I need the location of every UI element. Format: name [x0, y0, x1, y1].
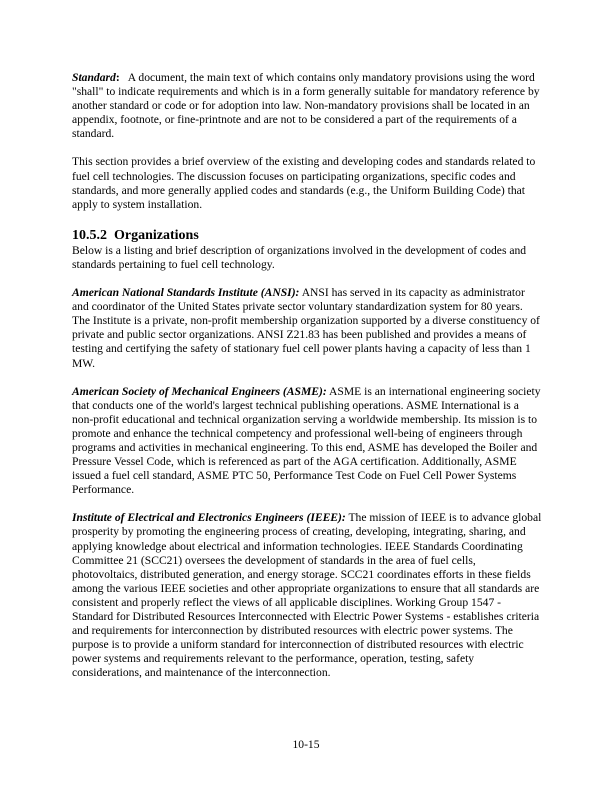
- section-intro: Below is a listing and brief description of organizations involved in the development of codes and standards pertaining to fuel cell technology.: [72, 243, 527, 271]
- org-name: American Society of Mechanical Engineers (ASME):: [72, 384, 327, 398]
- org-paragraph-ieee: [72, 511, 542, 680]
- definition-text: A document, the main text of which contains only mandatory provisions using the word "shall" to indicate requirements and which is in a form generally suitable for mandatory reference by another standard or code or for adoption into law. Non-mandatory provisions shall be located in an appendix, footnote, or fine-printnote and are not to be considered a part of the requirements of a standard.: [72, 71, 540, 141]
- org-text: ANSI has served in its capacity as administrator and coordinator of the United States private sector voluntary standardization system for 80 years. The Institute is a private, non-profit membership organization supported by a diverse constituency of private and public sector organizations. ANSI Z21.83 has been published and provides a means of testing and certifying the safety of stationary fuel cell power plants having a capacity of less than 1 MW.: [72, 286, 540, 370]
- page-number: 10-15: [292, 738, 320, 751]
- org-name: Institute of Electrical and Electronics Engineers (IEEE):: [72, 511, 346, 525]
- org-paragraph-asme: [72, 385, 542, 498]
- intro-paragraph: This section provides a brief overview of the existing and developing codes and standards related to fuel cell technologies. The discussion focuses on participating organizations, specific codes and standards, and more generally applied codes and standards (e.g., the Uniform Building Code) that apply to system installation.: [72, 155, 536, 211]
- document-page: [72, 71, 542, 694]
- standard-definition-paragraph: [72, 71, 542, 141]
- org-text: The mission of IEEE is to advance global prosperity by promoting the engineering process of creating, developing, integrating, sharing, and applying knowledge about electrical and information technologies. IEEE Standards Coordinating Committee 21 (SCC21) oversees the development of standards in the area of fuel cells, photovoltaics, distributed generation, and energy storage. SCC21 coordinates efforts in these fields among the various IEEE societies and other appropriate organizations to ensure that all standards are consistent and properly reflect the views of all applicable disciplines. Working Group 1547 - Standard for Distributed Resources Interconnected with Electric Power Systems - establishes criteria and requirements for interconnection by distributed resources with electric power systems. The purpose is to provide a uniform standard for interconnection of distributed resources with electric power systems and requirements relevant to the performance, operation, testing, safety considerations, and maintenance of the interconnection.: [72, 511, 542, 680]
- org-paragraph-ansi: [72, 286, 542, 371]
- section-title: Organizations: [114, 227, 199, 243]
- org-name: American National Standards Institute (ANSI):: [72, 286, 300, 300]
- definition-colon: :: [115, 71, 120, 84]
- definition-term: Standard: [72, 71, 116, 84]
- org-text: ASME is an international engineering society that conducts one of the world's largest technical publishing operations. ASME International is a non-profit educational and technical organization serving a worldwide membership. Its mission is to promote and enhance the technical competency and professional well-being of engineers through programs and activities in mechanical engineering. To this end, ASME has developed the Boiler and Pressure Vessel Code, which is referenced as part of the AGA certification. Additionally, ASME issued a fuel cell standard, ASME PTC 50, Performance Test Code on Fuel Cell Power Systems Performance.: [72, 384, 541, 497]
- section-heading: [72, 226, 542, 244]
- section-number: 10.5.2: [72, 227, 107, 243]
